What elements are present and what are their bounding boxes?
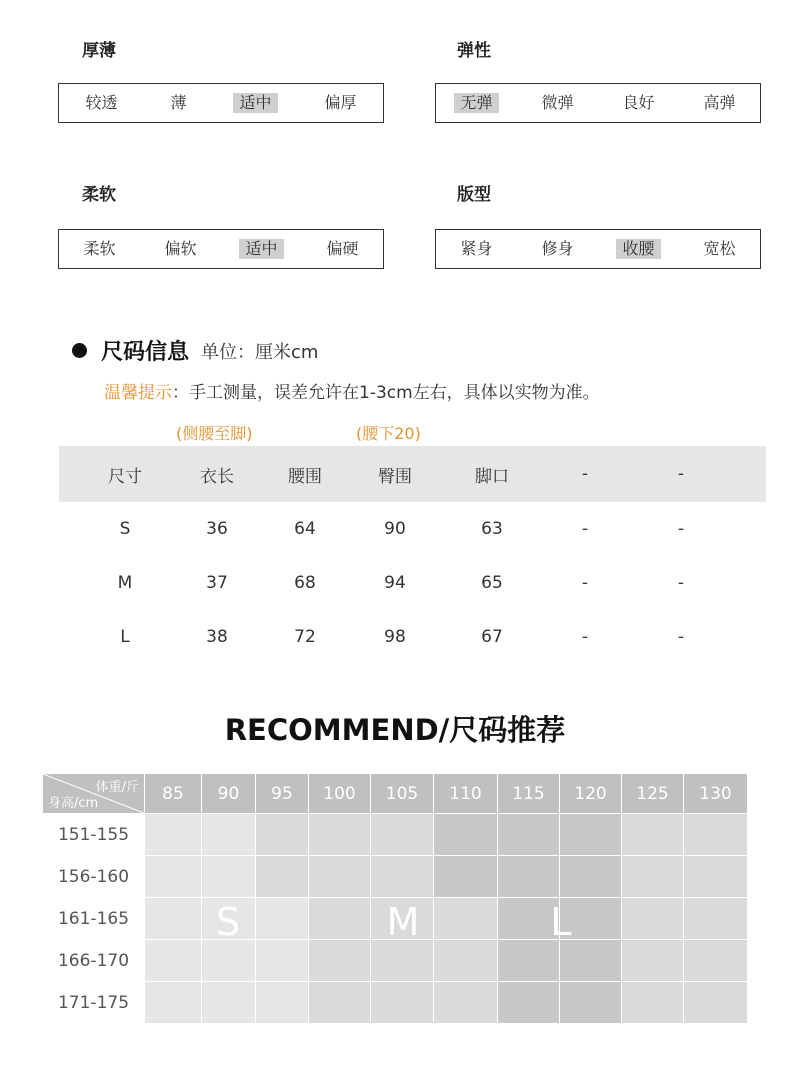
size-row xyxy=(59,556,766,610)
size-cell: 38 xyxy=(206,627,228,647)
height-row xyxy=(43,855,747,897)
attr-option: 微弹 xyxy=(541,93,574,112)
height-cell: 151-155 xyxy=(43,814,144,855)
weight-header-cell: 100 xyxy=(308,774,370,813)
fit-cell xyxy=(621,856,683,897)
weight-header-cell: 115 xyxy=(497,774,559,813)
height-row xyxy=(43,813,747,855)
fit-cell xyxy=(308,898,370,939)
attr-box-thickness xyxy=(58,83,384,123)
header-cell: - xyxy=(581,464,589,484)
fit-cell xyxy=(370,982,433,1023)
size-cell: - xyxy=(581,519,589,539)
size-cell: 98 xyxy=(384,627,406,647)
corner-cell xyxy=(43,774,144,813)
fit-cell xyxy=(255,898,308,939)
fit-cell xyxy=(683,898,747,939)
attr-box-elasticity xyxy=(435,83,761,123)
weight-header-cell: 105 xyxy=(370,774,433,813)
attr-option-selected: 适中 xyxy=(239,239,283,259)
size-cell: - xyxy=(677,519,685,539)
size-info-heading xyxy=(72,335,318,366)
fit-cell xyxy=(497,814,559,855)
attr-option: 修身 xyxy=(541,239,574,258)
attr-option: 偏硬 xyxy=(326,239,359,258)
weight-header-cell: 110 xyxy=(433,774,497,813)
attr-option: 较透 xyxy=(85,93,118,112)
size-cell: 64 xyxy=(294,519,316,539)
fit-cell xyxy=(621,982,683,1023)
fit-cell xyxy=(497,940,559,981)
fit-cell xyxy=(255,940,308,981)
header-cell: 尺寸 xyxy=(108,466,142,487)
height-cell: 166-170 xyxy=(43,940,144,981)
size-table xyxy=(59,446,766,664)
weight-header-cell: 130 xyxy=(683,774,747,813)
weight-header-cell: 85 xyxy=(144,774,201,813)
fit-cell xyxy=(144,898,201,939)
weight-header-cell: 90 xyxy=(201,774,255,813)
weight-header-cell: 120 xyxy=(559,774,621,813)
size-cell: S xyxy=(119,519,131,539)
fit-cell xyxy=(201,856,255,897)
tip-label: 温馨提示 xyxy=(104,383,172,403)
fit-cell xyxy=(308,814,370,855)
size-zone-label: M xyxy=(386,900,420,944)
size-cell: 65 xyxy=(481,573,503,593)
header-cell: 脚口 xyxy=(475,466,509,487)
fit-cell xyxy=(559,940,621,981)
fit-cell xyxy=(433,898,497,939)
attr-title-softness: 柔软 xyxy=(82,185,116,205)
size-cell: - xyxy=(581,627,589,647)
size-info-unit: 单位：厘米cm xyxy=(201,341,319,363)
size-info-title: 尺码信息 xyxy=(101,340,190,365)
height-row xyxy=(43,939,747,981)
bullet-icon xyxy=(72,343,87,358)
fit-cell xyxy=(621,940,683,981)
size-cell: L xyxy=(120,627,130,647)
attr-option: 偏软 xyxy=(164,239,197,258)
fit-cell xyxy=(433,814,497,855)
size-zone-label: L xyxy=(550,900,572,944)
attr-option: 偏厚 xyxy=(324,93,357,112)
height-cell: 156-160 xyxy=(43,856,144,897)
size-cell: 37 xyxy=(206,573,228,593)
fit-cell xyxy=(433,982,497,1023)
height-row xyxy=(43,981,747,1023)
size-cell: 94 xyxy=(384,573,406,593)
fit-cell xyxy=(201,940,255,981)
fit-cell xyxy=(683,982,747,1023)
weight-header-cell: 125 xyxy=(621,774,683,813)
fit-cell xyxy=(621,898,683,939)
attr-title-fit: 版型 xyxy=(457,185,491,205)
fit-cell xyxy=(201,814,255,855)
fit-cell xyxy=(621,814,683,855)
attr-option: 高弹 xyxy=(703,93,736,112)
weight-header-cell: 95 xyxy=(255,774,308,813)
recommend-table xyxy=(43,774,747,1023)
fit-cell xyxy=(255,814,308,855)
fit-cell xyxy=(144,856,201,897)
note-hip: (腰下20) xyxy=(356,424,421,443)
fit-cell xyxy=(559,982,621,1023)
attr-option: 薄 xyxy=(170,93,187,112)
height-cell: 161-165 xyxy=(43,898,144,939)
size-table-header xyxy=(59,446,766,502)
height-cell: 171-175 xyxy=(43,982,144,1023)
fit-cell xyxy=(308,940,370,981)
fit-cell xyxy=(497,856,559,897)
attr-option-selected: 适中 xyxy=(233,93,277,113)
fit-cell xyxy=(683,814,747,855)
recommend-title: RECOMMEND/尺码推荐 xyxy=(224,713,566,747)
attr-title-elasticity: 弹性 xyxy=(457,41,491,61)
attr-box-softness xyxy=(58,229,384,269)
fit-cell xyxy=(144,940,201,981)
attr-option: 柔软 xyxy=(83,239,116,258)
fit-cell xyxy=(144,814,201,855)
measurement-tip xyxy=(104,378,600,403)
fit-cell xyxy=(308,982,370,1023)
fit-cell xyxy=(201,982,255,1023)
size-cell: 63 xyxy=(481,519,503,539)
fit-cell xyxy=(683,856,747,897)
header-cell: 腰围 xyxy=(288,466,322,487)
height-axis-label: 身高/cm xyxy=(48,796,99,811)
attr-option: 宽松 xyxy=(703,239,736,258)
header-cell: 臀围 xyxy=(378,466,412,487)
size-cell: M xyxy=(117,573,133,593)
size-cell: - xyxy=(581,573,589,593)
fit-cell xyxy=(255,856,308,897)
attr-title-thickness: 厚薄 xyxy=(82,41,116,61)
weight-header-row xyxy=(43,774,747,813)
fit-cell xyxy=(497,982,559,1023)
size-cell: - xyxy=(677,573,685,593)
size-cell: - xyxy=(677,627,685,647)
size-cell: 67 xyxy=(481,627,503,647)
tip-text: ：手工测量，误差允许在1-3cm左右，具体以实物为准。 xyxy=(172,383,600,403)
fit-cell xyxy=(370,940,433,981)
fit-cell xyxy=(308,856,370,897)
size-cell: 68 xyxy=(294,573,316,593)
fit-cell xyxy=(255,982,308,1023)
attr-option: 紧身 xyxy=(460,239,493,258)
fit-cell xyxy=(683,940,747,981)
size-row xyxy=(59,610,766,664)
fit-cell xyxy=(559,856,621,897)
size-cell: 90 xyxy=(384,519,406,539)
header-cell: 衣长 xyxy=(200,466,234,487)
fit-cell xyxy=(433,856,497,897)
header-cell: - xyxy=(677,464,685,484)
fit-cell xyxy=(144,982,201,1023)
size-row xyxy=(59,502,766,556)
attr-option-selected: 无弹 xyxy=(454,93,498,113)
attr-box-fit xyxy=(435,229,761,269)
note-length: (侧腰至脚) xyxy=(176,424,253,443)
size-cell: 72 xyxy=(294,627,316,647)
fit-cell xyxy=(370,814,433,855)
fit-cell xyxy=(433,940,497,981)
fit-cell xyxy=(370,856,433,897)
fit-cell xyxy=(559,814,621,855)
size-cell: 36 xyxy=(206,519,228,539)
size-zone-label: S xyxy=(215,900,241,944)
attr-option: 良好 xyxy=(622,93,655,112)
attr-option-selected: 收腰 xyxy=(616,239,660,259)
weight-axis-label: 体重/斤 xyxy=(95,780,139,795)
